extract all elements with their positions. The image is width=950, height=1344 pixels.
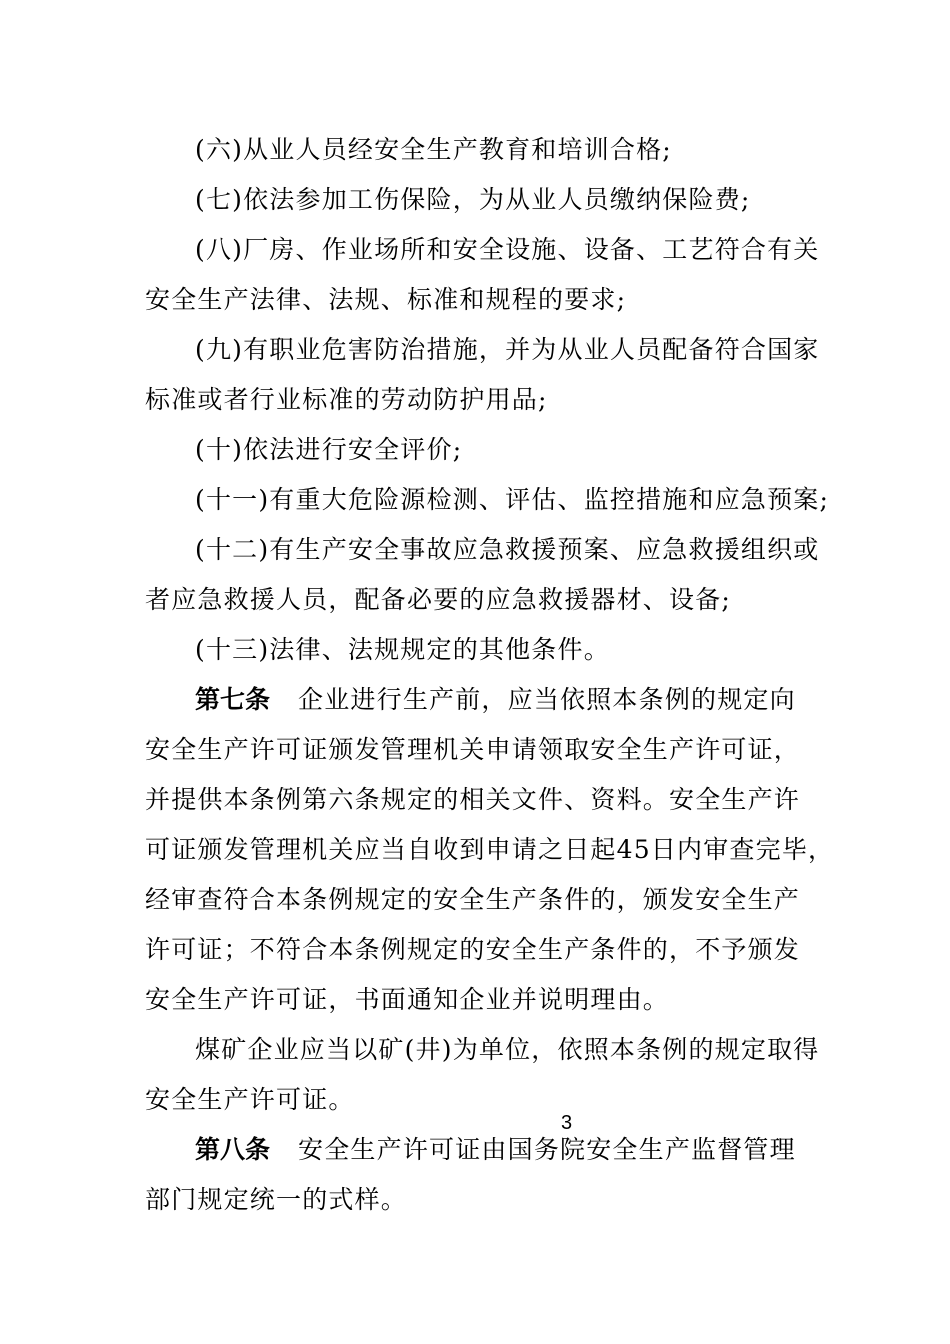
article-7-line-6: 许可证；不符合本条例规定的安全生产条件的，不予颁发: [145, 935, 801, 964]
item-11: (十一)有重大危险源检测、评估、监控措施和应急预案;: [195, 485, 830, 514]
item-9-line-1: (九)有职业危害防治措施，并为从业人员配备符合国家: [195, 335, 820, 364]
article-8-line-1: [195, 1135, 815, 1165]
item-12-line-1: (十二)有生产安全事故应急救援预案、应急救援组织或: [195, 535, 820, 564]
item-7: (七)依法参加工伤保险，为从业人员缴纳保险费;: [195, 185, 751, 214]
article-7-line-1: [195, 685, 815, 715]
page-number: 3: [561, 1112, 573, 1134]
article-7-line-2: 安全生产许可证颁发管理机关申请领取安全生产许可证，: [145, 735, 801, 764]
item-6: (六)从业人员经安全生产教育和培训合格;: [195, 135, 672, 164]
article-8-first-text: 安全生产许可证由国务院安全生产监督管理: [298, 1135, 796, 1164]
item-13: (十三)法律、法规规定的其他条件。: [195, 635, 610, 664]
item-10: (十)依法进行安全评价;: [195, 435, 463, 464]
article-7-line-7: 安全生产许可证，书面通知企业并说明理由。: [145, 985, 670, 1014]
item-12-line-2: 者应急救援人员，配备必要的应急救援器材、设备;: [145, 585, 732, 614]
article-8-line-2: 部门规定统一的式样。: [145, 1185, 408, 1214]
article-8-label: 第八条: [195, 1135, 271, 1164]
item-9-line-2: 标准或者行业标准的劳动防护用品;: [145, 385, 548, 414]
article-7-line-4: 可证颁发管理机关应当自收到申请之日起45日内审查完毕，: [145, 835, 835, 864]
item-8-line-2: 安全生产法律、法规、标准和规程的要求;: [145, 285, 627, 314]
article-7-line-3: 并提供本条例第六条规定的相关文件、资料。安全生产许: [145, 785, 801, 814]
article-7-line-5: 经审查符合本条例规定的安全生产条件的，颁发安全生产: [145, 885, 801, 914]
coal-line-2: 安全生产许可证。: [145, 1085, 355, 1114]
coal-line-1: 煤矿企业应当以矿(井)为单位，依照本条例的规定取得: [195, 1035, 820, 1064]
article-7-label: 第七条: [195, 685, 271, 714]
item-8-line-1: (八)厂房、作业场所和安全设施、设备、工艺符合有关: [195, 235, 820, 264]
article-7-first-text: 企业进行生产前，应当依照本条例的规定向: [298, 685, 796, 714]
